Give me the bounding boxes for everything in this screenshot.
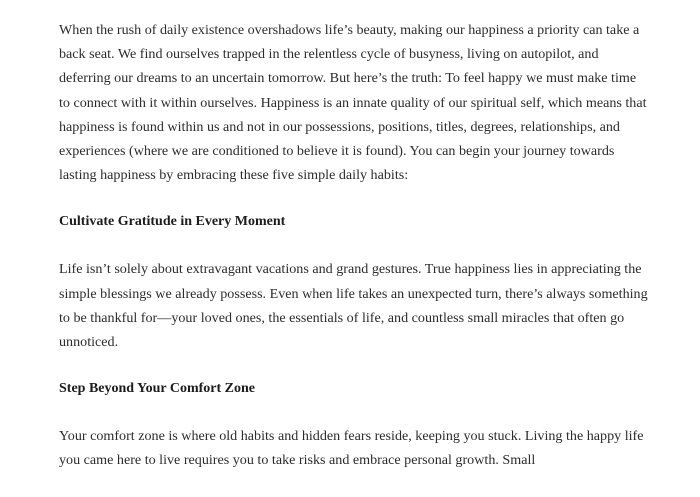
section-heading-gratitude: Cultivate Gratitude in Every Moment [59,214,286,230]
comfort-zone-paragraph: Your comfort zone is where old habits and hidden fears reside, keeping you stuck. Living the happy life you came here to live requires you to take risks and embrace personal growth. Small [59,428,644,469]
article-body [59,18,649,497]
section-heading-comfort-zone: Step Beyond Your Comfort Zone [59,381,256,397]
intro-paragraph: When the rush of daily existence overshadows life’s beauty, making our happiness a priority can take a back seat. We find ourselves trapped in the relentless cycle of busyness, living on autopilot, and deferring our dreams to an uncertain tomorrow. But here’s the truth: To feel happy we must make time to connect with it within ourselves. Happiness is an innate quality of our spiritual self, which means that happiness is found within us and not in our possessions, positions, titles, degrees, relationships, and experiences (where we are conditioned to believe it is found). You can begin your journey towards lasting happiness by embracing these five simple daily habits: [59,22,647,184]
gratitude-paragraph: Life isn’t solely about extravagant vacations and grand gestures. True happiness lies in appreciating the simple blessings we already possess. Even when life takes an unexpected turn, there’s always something to be thankful for—your loved ones, the essentials of life, and countless small miracles that often go unnoticed. [59,261,648,351]
